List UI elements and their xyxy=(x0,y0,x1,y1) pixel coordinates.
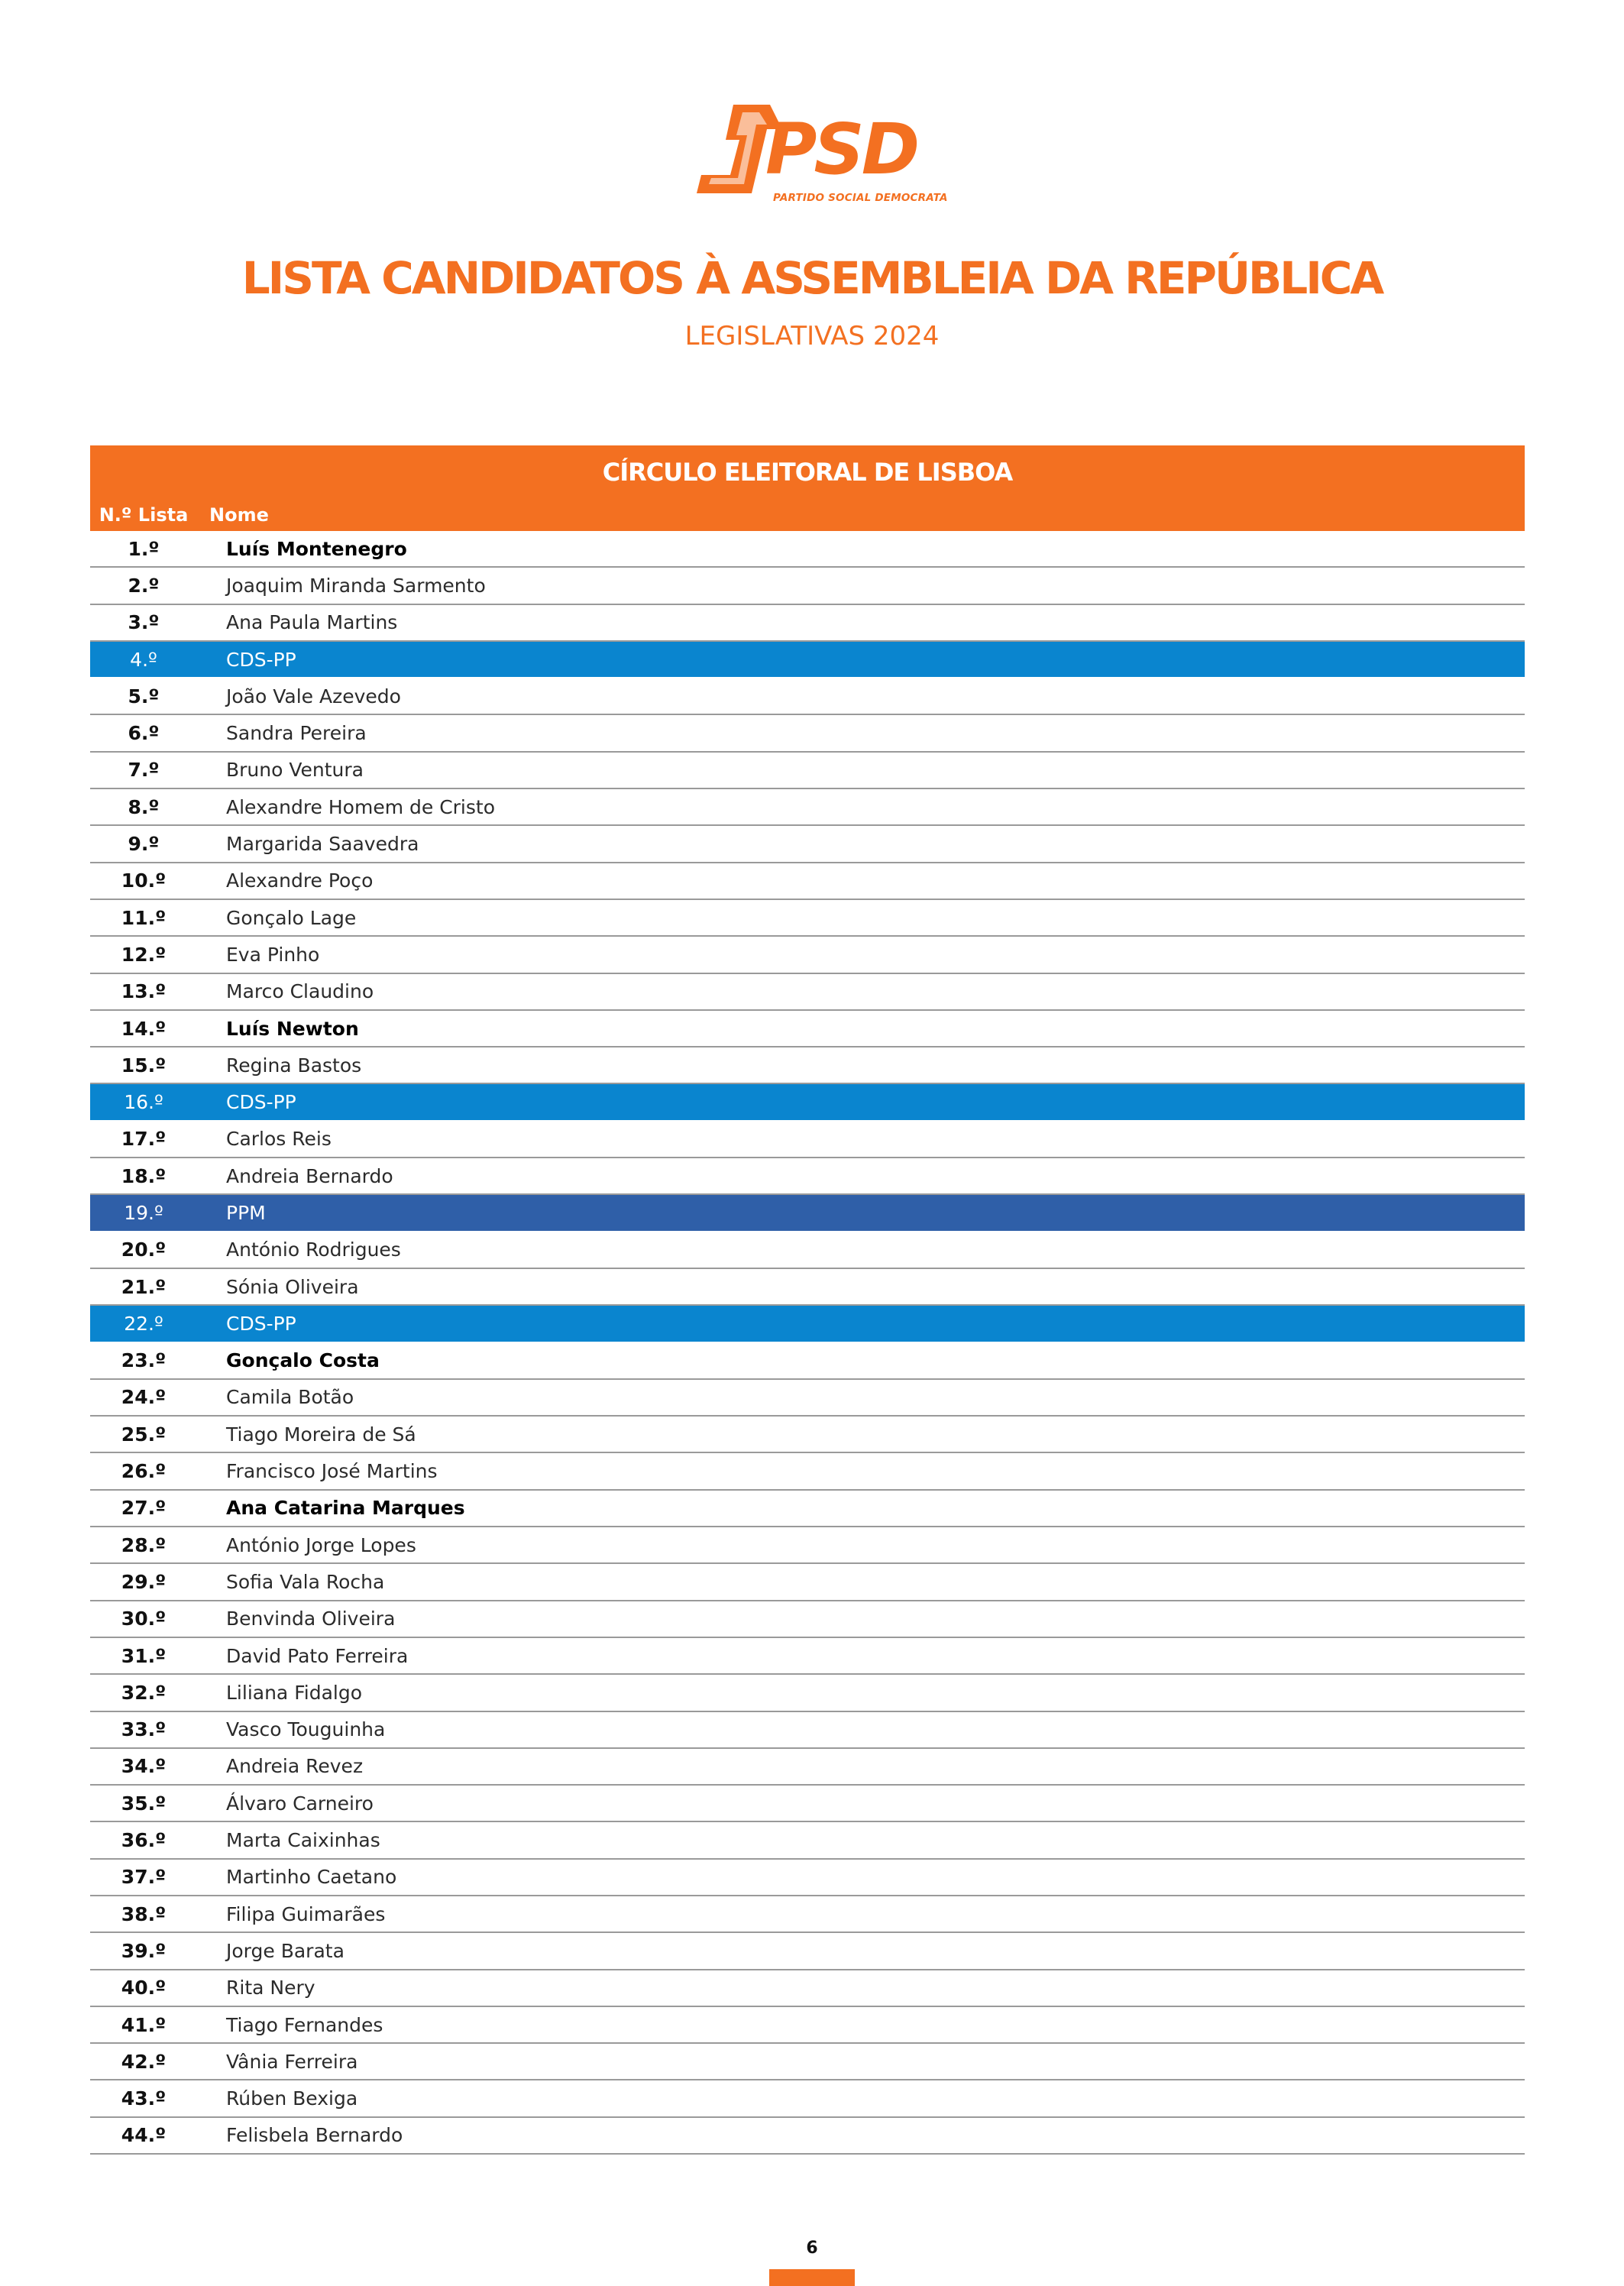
table-row xyxy=(90,1343,1525,1380)
list-number: 29.º xyxy=(121,1570,167,1593)
candidates-table xyxy=(90,445,1525,2155)
candidate-name: Liliana Fidalgo xyxy=(226,1681,363,1704)
table-row xyxy=(90,2007,1525,2044)
list-number: 37.º xyxy=(121,1866,167,1889)
table-row xyxy=(90,2044,1525,2080)
logo-subtitle: PARTIDO SOCIAL DEMOCRATA xyxy=(773,192,948,204)
list-number: 36.º xyxy=(121,1829,167,1852)
candidate-name: Ana Catarina Marques xyxy=(226,1497,465,1520)
list-number: 30.º xyxy=(121,1608,167,1630)
table-row xyxy=(90,531,1525,568)
candidate-name: Vasco Touguinha xyxy=(226,1718,386,1741)
candidate-name: David Pato Ferreira xyxy=(226,1644,409,1667)
table-row xyxy=(90,1822,1525,1859)
candidate-name: Vânia Ferreira xyxy=(226,2050,358,2073)
candidate-name: Andreia Revez xyxy=(226,1755,364,1778)
table-row xyxy=(90,1564,1525,1601)
candidate-name: Alexandre Homem de Cristo xyxy=(226,795,496,818)
list-number: 35.º xyxy=(121,1792,167,1815)
candidate-name: António Jorge Lopes xyxy=(226,1533,416,1556)
table-row xyxy=(90,1491,1525,1527)
candidate-name: Andreia Bernardo xyxy=(226,1164,393,1187)
table-row xyxy=(90,1638,1525,1675)
candidate-name: Bruno Ventura xyxy=(226,759,364,782)
list-number: 20.º xyxy=(121,1239,167,1261)
candidate-name: Marco Claudino xyxy=(226,980,374,1003)
table-row xyxy=(90,826,1525,863)
list-number: 41.º xyxy=(121,2013,167,2036)
table-row xyxy=(90,605,1525,642)
list-number: 34.º xyxy=(121,1755,167,1778)
list-number: 23.º xyxy=(121,1349,167,1372)
table-row xyxy=(90,863,1525,900)
list-number: 7.º xyxy=(128,759,160,782)
list-number: 25.º xyxy=(121,1423,167,1446)
table-row xyxy=(90,642,1525,678)
table-row xyxy=(90,1896,1525,1933)
candidate-name: Álvaro Carneiro xyxy=(226,1792,374,1815)
candidate-name: Filipa Guimarães xyxy=(226,1902,386,1925)
table-row xyxy=(90,789,1525,826)
list-number: 4.º xyxy=(130,648,157,671)
column-header-row xyxy=(90,499,1525,531)
list-number: 14.º xyxy=(121,1017,167,1040)
candidate-name: Benvinda Oliveira xyxy=(226,1608,396,1630)
list-number: 38.º xyxy=(121,1902,167,1925)
list-number: 8.º xyxy=(128,795,160,818)
candidate-name: Francisco José Martins xyxy=(226,1460,438,1483)
table-row xyxy=(90,1306,1525,1342)
candidate-name: Sandra Pereira xyxy=(226,722,367,745)
district-header: CÍRCULO ELEITORAL DE LISBOA xyxy=(90,445,1525,499)
candidate-name: CDS-PP xyxy=(226,648,296,671)
list-number: 19.º xyxy=(124,1201,163,1224)
table-row xyxy=(90,1084,1525,1121)
table-row xyxy=(90,1122,1525,1158)
candidate-name: Gonçalo Lage xyxy=(226,906,357,929)
table-row xyxy=(90,2118,1525,2155)
table-row xyxy=(90,1011,1525,1047)
candidate-name: Luís Montenegro xyxy=(226,537,407,560)
table-row xyxy=(90,1933,1525,1970)
logo-text: PSD xyxy=(765,108,917,190)
candidate-name: João Vale Azevedo xyxy=(226,685,401,707)
column-header-number: N.º Lista xyxy=(99,504,189,526)
candidate-name: Regina Bastos xyxy=(226,1054,362,1077)
list-number: 9.º xyxy=(128,833,160,856)
list-number: 12.º xyxy=(121,943,167,966)
candidate-name: Marta Caixinhas xyxy=(226,1829,380,1852)
table-row xyxy=(90,1417,1525,1453)
table-row xyxy=(90,753,1525,789)
table-row xyxy=(90,1232,1525,1269)
candidate-name: CDS-PP xyxy=(226,1091,296,1114)
candidate-name: Tiago Moreira de Sá xyxy=(226,1423,416,1446)
candidate-name: Eva Pinho xyxy=(226,943,320,966)
candidate-name: Martinho Caetano xyxy=(226,1866,397,1889)
page-subtitle: LEGISLATIVAS 2024 xyxy=(684,321,940,351)
list-number: 22.º xyxy=(124,1312,163,1335)
list-number: 26.º xyxy=(121,1460,167,1483)
list-number: 39.º xyxy=(121,1939,167,1962)
list-number: 13.º xyxy=(121,980,167,1003)
list-number: 16.º xyxy=(124,1091,163,1114)
candidate-name: Rita Nery xyxy=(226,1977,315,1999)
list-number: 11.º xyxy=(121,906,167,929)
list-number: 2.º xyxy=(128,574,160,597)
table-row xyxy=(90,1675,1525,1711)
list-number: 1.º xyxy=(128,537,160,560)
table-row xyxy=(90,1453,1525,1490)
table-body xyxy=(90,531,1525,2155)
candidate-name: Luís Newton xyxy=(226,1017,359,1040)
candidate-name: Tiago Fernandes xyxy=(226,2013,383,2036)
candidate-name: Carlos Reis xyxy=(226,1128,332,1151)
candidate-name: Camila Botão xyxy=(226,1386,354,1409)
table-row xyxy=(90,678,1525,715)
list-number: 40.º xyxy=(121,1977,167,1999)
list-number: 28.º xyxy=(121,1533,167,1556)
table-row xyxy=(90,1158,1525,1195)
candidate-name: Joaquim Miranda Sarmento xyxy=(226,574,486,597)
page-tab-decoration xyxy=(769,2269,855,2286)
candidate-name: Sofia Vala Rocha xyxy=(226,1570,385,1593)
list-number: 6.º xyxy=(128,722,160,745)
table-row xyxy=(90,1269,1525,1306)
table-row xyxy=(90,715,1525,752)
list-number: 17.º xyxy=(121,1128,167,1151)
candidate-name: Felisbela Bernardo xyxy=(226,2124,403,2147)
table-row xyxy=(90,1601,1525,1638)
list-number: 32.º xyxy=(121,1681,167,1704)
candidate-name: CDS-PP xyxy=(226,1312,296,1335)
candidate-name: Jorge Barata xyxy=(226,1939,345,1962)
list-number: 24.º xyxy=(121,1386,167,1409)
table-row xyxy=(90,1786,1525,1822)
list-number: 27.º xyxy=(121,1497,167,1520)
table-row xyxy=(90,900,1525,937)
table-row xyxy=(90,937,1525,973)
table-row xyxy=(90,1047,1525,1084)
list-number: 21.º xyxy=(121,1275,167,1298)
table-row xyxy=(90,1527,1525,1564)
list-number: 15.º xyxy=(121,1054,167,1077)
candidate-name: PPM xyxy=(226,1201,266,1224)
page-title: LISTA CANDIDATOS À ASSEMBLEIA DA REPÚBLICA xyxy=(241,252,1383,304)
column-header-name: Nome xyxy=(209,504,269,526)
candidate-name: António Rodrigues xyxy=(226,1239,401,1261)
candidate-name: Sónia Oliveira xyxy=(226,1275,359,1298)
table-row xyxy=(90,1970,1525,2007)
table-row xyxy=(90,568,1525,604)
page-number: 6 xyxy=(806,2239,818,2258)
candidate-name: Gonçalo Costa xyxy=(226,1349,380,1372)
list-number: 10.º xyxy=(121,869,167,892)
table-row xyxy=(90,2080,1525,2117)
candidate-name: Rúben Bexiga xyxy=(226,2087,358,2110)
table-row xyxy=(90,974,1525,1011)
list-number: 33.º xyxy=(121,1718,167,1741)
list-number: 3.º xyxy=(128,611,160,634)
list-number: 5.º xyxy=(128,685,160,707)
candidate-name: Margarida Saavedra xyxy=(226,833,419,856)
list-number: 43.º xyxy=(121,2087,167,2110)
table-row xyxy=(90,1195,1525,1232)
table-row xyxy=(90,1749,1525,1786)
list-number: 31.º xyxy=(121,1644,167,1667)
candidate-name: Ana Paula Martins xyxy=(226,611,398,634)
list-number: 42.º xyxy=(121,2050,167,2073)
list-number: 18.º xyxy=(121,1164,167,1187)
table-row xyxy=(90,1860,1525,1896)
table-row xyxy=(90,1712,1525,1749)
table-row xyxy=(90,1380,1525,1417)
list-number: 44.º xyxy=(121,2124,167,2147)
candidate-name: Alexandre Poço xyxy=(226,869,374,892)
